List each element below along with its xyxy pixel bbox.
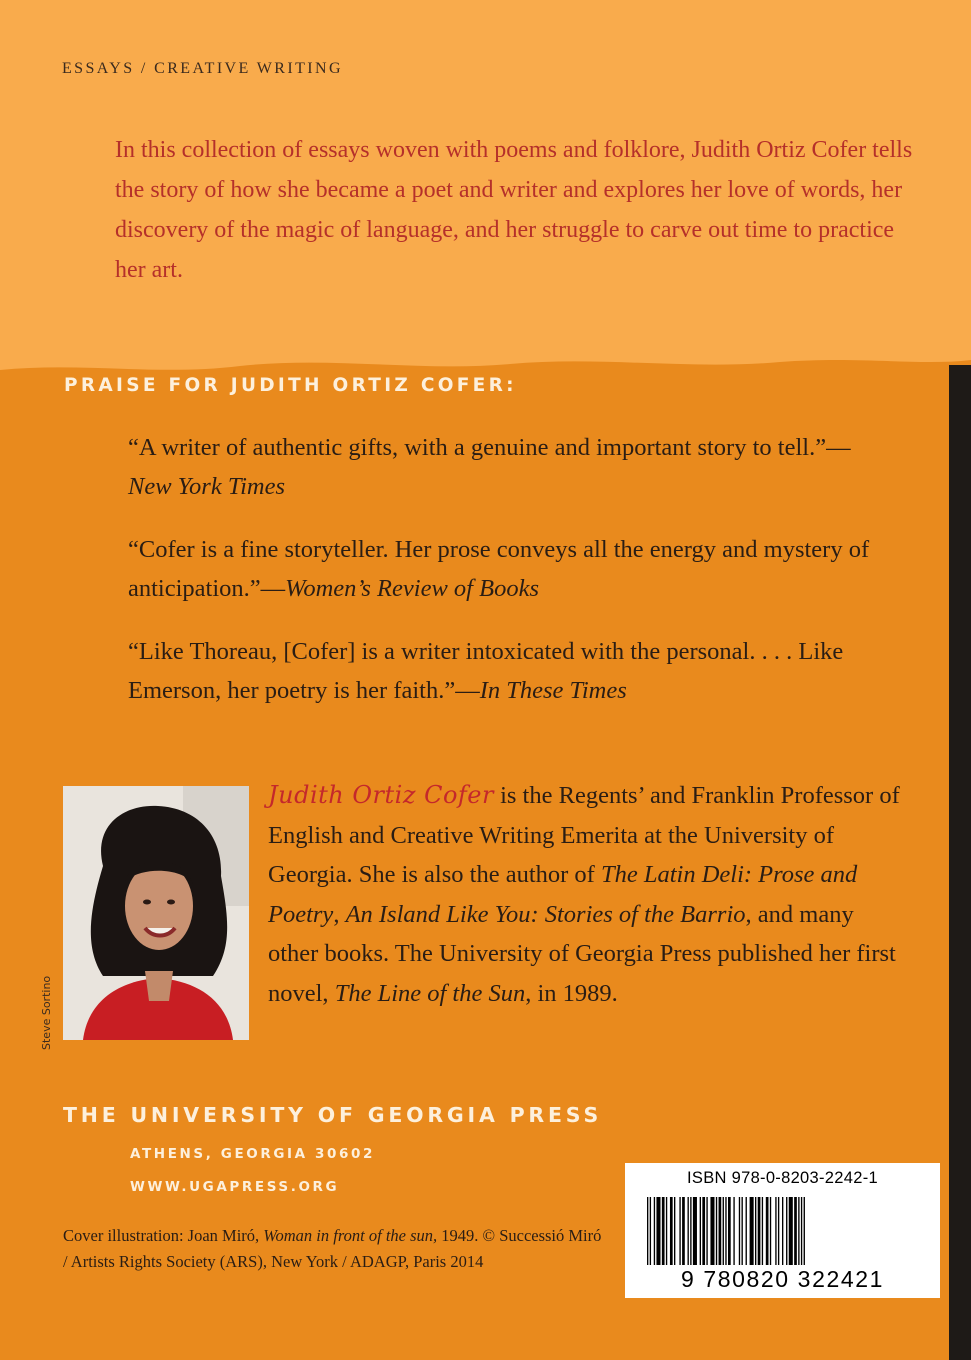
barcode-bar	[742, 1197, 743, 1265]
praise-quote	[128, 428, 888, 506]
barcode-bar	[786, 1197, 787, 1265]
category-label: ESSAYS / CREATIVE WRITING	[62, 60, 343, 77]
barcode-bars	[647, 1197, 919, 1265]
barcode-bar	[662, 1197, 665, 1265]
barcode-bar	[733, 1197, 734, 1265]
barcode-bar	[762, 1197, 763, 1265]
quote-text: “Like Thoreau, [Cofer] is a writer intoxicated with the personal. . . . Like Emerson, her poetry is her faith.”—	[128, 638, 844, 704]
praise-heading: PRAISE FOR JUDITH ORTIZ COFER:	[64, 375, 517, 396]
author-name-signature: Judith Ortiz Cofer	[268, 781, 494, 809]
praise-quote	[128, 632, 888, 710]
barcode-bar	[728, 1197, 731, 1265]
barcode-bar	[682, 1197, 685, 1265]
book-title: The Latin Deli: Prose and Poetry	[268, 861, 858, 928]
barcode-bar	[690, 1197, 691, 1265]
barcode-bar	[647, 1197, 648, 1265]
intro-blurb: In this collection of essays woven with poems and folklore, Judith Ortiz Cofer tells the story of how she became a poet and writer and explores her love of words, her discovery of the magic of language, and her struggle to carve out time to practice her art.	[115, 137, 913, 283]
barcode-box	[625, 1163, 940, 1298]
barcode-bar	[702, 1197, 705, 1265]
barcode-bar	[794, 1197, 797, 1265]
book-title: An Island Like You: Stories of the Barrio	[345, 900, 746, 928]
barcode-bar	[700, 1197, 701, 1265]
barcode-bar	[679, 1197, 680, 1265]
credit-text: 1949. © Successió Miró / Artists Rights Society (ARS), New York / ADAGP, Paris 2014	[63, 1226, 602, 1271]
barcode-bar	[798, 1197, 799, 1265]
praise-quote	[128, 530, 888, 608]
barcode-bar	[750, 1197, 754, 1265]
barcode-bar	[801, 1197, 802, 1265]
barcode-bar	[688, 1197, 689, 1265]
quote-text: “A writer of authentic gifts, with a genuine and important story to tell.”—	[128, 434, 851, 461]
barcode-bar	[804, 1197, 805, 1265]
barcode-bar	[706, 1197, 707, 1265]
author-photo	[63, 786, 249, 1040]
bio-text: ,	[333, 900, 346, 928]
barcode-bar	[778, 1197, 779, 1265]
barcode-bar	[674, 1197, 675, 1265]
barcode-bar	[710, 1197, 714, 1265]
isbn-label: ISBN 978-0-8203-2242-1	[687, 1169, 878, 1187]
barcode-bar	[716, 1197, 717, 1265]
publisher-website: WWW.UGAPRESS.ORG	[130, 1179, 340, 1195]
publisher-address: ATHENS, GEORGIA 30602	[130, 1146, 375, 1162]
bio-text: , and many other books. The University of Georgia Press published her first novel,	[268, 900, 896, 1007]
barcode-bar	[650, 1197, 651, 1265]
barcode-bar	[654, 1197, 655, 1265]
barcode-bar	[725, 1197, 726, 1265]
book-title: The Line of the Sun	[334, 979, 526, 1007]
bio-text: , in 1989.	[525, 979, 618, 1007]
barcode-bar	[670, 1197, 673, 1265]
barcode-bar	[666, 1197, 667, 1265]
bio-text: is the Regents’ and Franklin Professor of English and Creative Writing Emerita at the University of Georgia. She is also the author of	[268, 782, 900, 888]
publisher-name: THE UNIVERSITY OF GEORGIA PRESS	[63, 1103, 603, 1127]
barcode-bar	[719, 1197, 722, 1265]
artwork-title: Woman in front of the sun,	[263, 1226, 438, 1245]
barcode-bar	[770, 1197, 771, 1265]
barcode-bar	[755, 1197, 756, 1265]
quote-text: “Cofer is a fine storyteller. Her prose conveys all the energy and mystery of anticipation.”—	[128, 536, 870, 602]
barcode-bar	[723, 1197, 724, 1265]
barcode-digits: 9 780820 322421	[680, 1266, 885, 1292]
credit-text: Cover illustration: Joan Miró,	[63, 1226, 264, 1245]
author-bio	[268, 776, 908, 1013]
photo-credit: Steve Sortino	[40, 975, 53, 1050]
barcode-bar	[766, 1197, 769, 1265]
barcode-bar	[775, 1197, 776, 1265]
barcode-bar	[739, 1197, 740, 1265]
barcode-bar	[693, 1197, 697, 1265]
barcode-bar	[789, 1197, 793, 1265]
barcode-bar	[746, 1197, 747, 1265]
barcode-bar	[782, 1197, 783, 1265]
barcode-bar	[656, 1197, 660, 1265]
quote-source: New York Times	[128, 473, 286, 500]
quote-source: Women’s Review of Books	[285, 575, 539, 602]
cover-credit	[63, 1223, 603, 1275]
spine-edge-bar	[949, 365, 971, 1360]
quote-source: In These Times	[479, 677, 627, 704]
barcode-bar	[758, 1197, 761, 1265]
